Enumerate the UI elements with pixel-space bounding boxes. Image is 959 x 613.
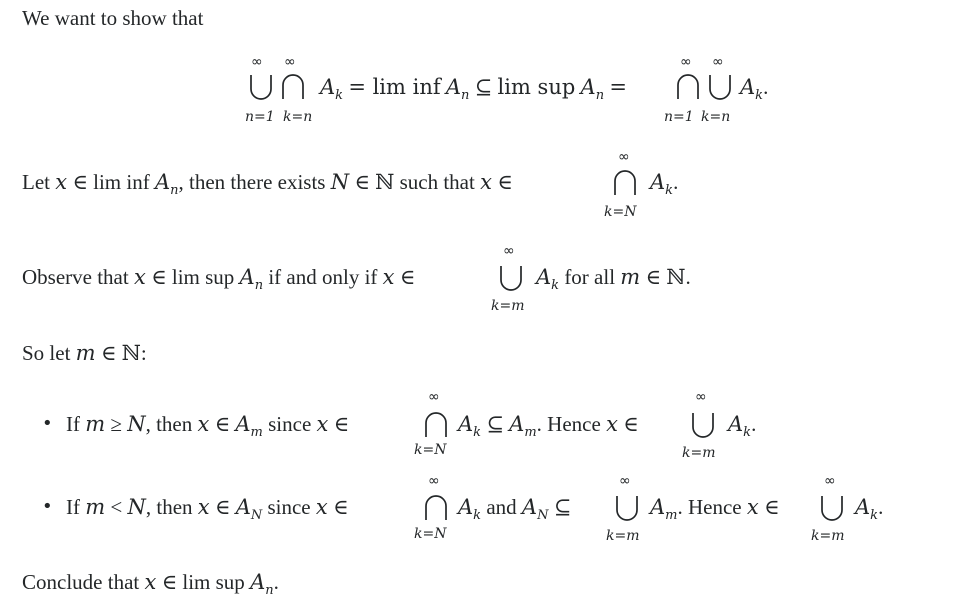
rhs-union-lower-limit: k=n [701,109,731,125]
bullet2-union-symbol-1 [615,495,639,521]
bullet1-union-symbol [691,412,715,438]
union-lower-limit: n=1 [245,109,275,125]
bullet1-intersection-symbol [424,412,448,438]
big-union-symbol-rhs [708,74,732,100]
big-intersection-symbol [281,74,305,100]
line2-intersection-upper: ∞ [618,149,630,165]
intro-text: We want to show that [22,6,204,30]
big-intersection-symbol-rhs [676,74,700,100]
union-upper-limit: ∞ [251,54,263,70]
big-union-symbol [249,74,273,100]
paragraph-conclusion: Conclude that x ∈ lim sup $A_n$. [22,570,279,598]
set-A: A [320,75,336,99]
paragraph-let-m: So let m ∈ ℕ: [22,341,147,365]
line3-union-symbol [499,265,523,291]
rhs-intersection-upper-limit: ∞ [680,54,692,70]
rhs-union-upper-limit: ∞ [712,54,724,70]
rhs-intersection-lower-limit: n=1 [664,109,694,125]
bullet2-union-symbol-2 [820,495,844,521]
bullet2-intersection-symbol [424,495,448,521]
intersection-lower-limit: k=n [283,109,313,125]
intersection-upper-limit: ∞ [284,54,296,70]
line2-intersection-symbol [613,170,637,196]
